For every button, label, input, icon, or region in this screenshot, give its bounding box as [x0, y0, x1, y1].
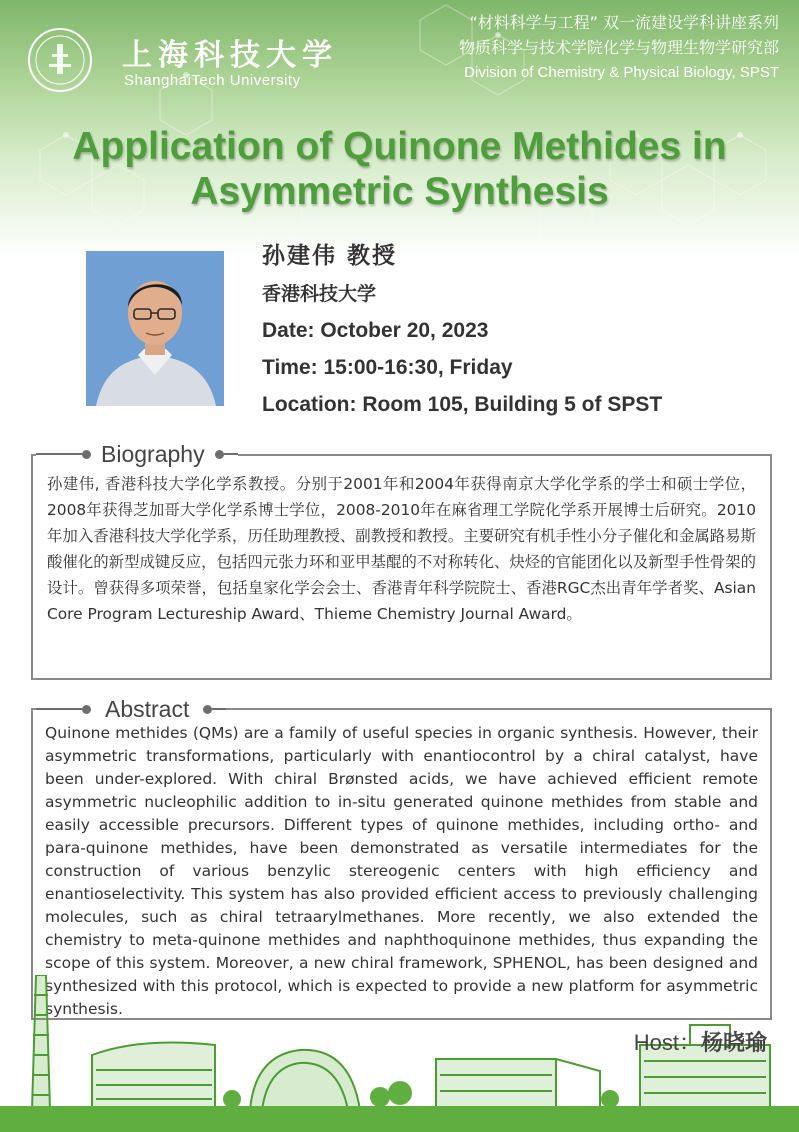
speaker-affiliation: 香港科技大学 [262, 283, 377, 305]
speaker-info [262, 238, 662, 423]
talk-title-line-2: Asymmetric Synthesis [190, 170, 609, 213]
university-name-cn: 上海科技大学 [122, 38, 338, 73]
university-name-en: ShanghaiTech University [124, 72, 301, 89]
divider [212, 708, 226, 710]
abstract-text: Quinone methides (QMs) are a family of useful species in organic synthesis. However, their asymmetric transformations, particularly with enantiocontrol by a chiral catalyst, have been under-explored. With chiral Brønsted acids, we have achieved efficient remote asymmetric nucleophilic addition to in-situ generated quinone methides from stable and easily accessible precursors. Different types of quinone methides, including ortho- and para-quinone methides, have been demonstrated as versatile intermediates for the construction of various benzylic stereogenic centers with high efficiency and enantioselectivity. This system has also provided efficient access to previously challenging molecules, such as chiral tetraarylmethanes. More recently, we also extended the chemistry to meta-quinone methides and naphthoquinone methides, thus expanding the scope of this system. Moreover, a new chiral framework, SPHENOL, has been designed and synthesized with this protocol, which is expected to provide a new platform for asymmetric synthesis. [45, 724, 758, 1018]
talk-location: Location: Room 105, Building 5 of SPST [262, 393, 663, 416]
talk-title [0, 124, 799, 214]
speaker-photo [86, 251, 224, 406]
talk-date: Date: October 20, 2023 [262, 319, 489, 342]
divider [224, 453, 238, 455]
abstract-heading [36, 696, 226, 722]
abstract-box [31, 708, 772, 1020]
bullet-dot-icon [82, 705, 91, 714]
divider [36, 708, 82, 710]
bullet-dot-icon [203, 705, 212, 714]
host-label: Host： [633, 1030, 701, 1055]
abstract-heading-label: Abstract [105, 696, 190, 722]
biography-heading-label: Biography [101, 441, 205, 467]
university-seal-icon [28, 28, 92, 92]
talk-time: Time: 15:00-16:30, Friday [262, 356, 513, 379]
lecture-series-block [459, 10, 779, 85]
host-line [634, 1026, 767, 1057]
bullet-dot-icon [82, 450, 91, 459]
host-name: 杨晓瑜 [700, 1031, 767, 1056]
divider [36, 453, 82, 455]
ground-strip [0, 1106, 799, 1132]
series-title: “材料科学与工程” 双一流建设学科讲座系列 [469, 13, 779, 32]
department-cn: 物质科学与技术学院化学与物理生物学研究部 [458, 38, 779, 57]
biography-heading [36, 441, 238, 467]
speaker-name: 孙建伟 教授 [262, 243, 398, 269]
biography-text: 孙建伟, 香港科技大学化学系教授。分别于2001年和2004年获得南京大学化学系的学士和硕士学位，2008年获得芝加哥大学化学系博士学位，2008-2010年在麻省理工学院化学系开展博士后研究。2010年加入香港科技大学化学系，历任助理教授、副教授和教授。主要研究有机手性小分子催化和金属路易斯酸催化的新型成键反应，包括四元张力环和亚甲基醌的不对称转化、炔烃的官能团化以及新型手性骨架的设计。曾获得多项荣誉，包括皇家化学会会士、香港青年科学院院士、香港RGC杰出青年学者奖、Asian Core Program Lectureship Award、Thieme Chemistry Journal Award。 [47, 475, 756, 623]
biography-box [31, 454, 772, 680]
bullet-dot-icon [215, 450, 224, 459]
department-en: Division of Chemistry & Physical Biology, SPST [464, 64, 779, 81]
talk-title-line-1: Application of Quinone Methides in [72, 125, 727, 168]
